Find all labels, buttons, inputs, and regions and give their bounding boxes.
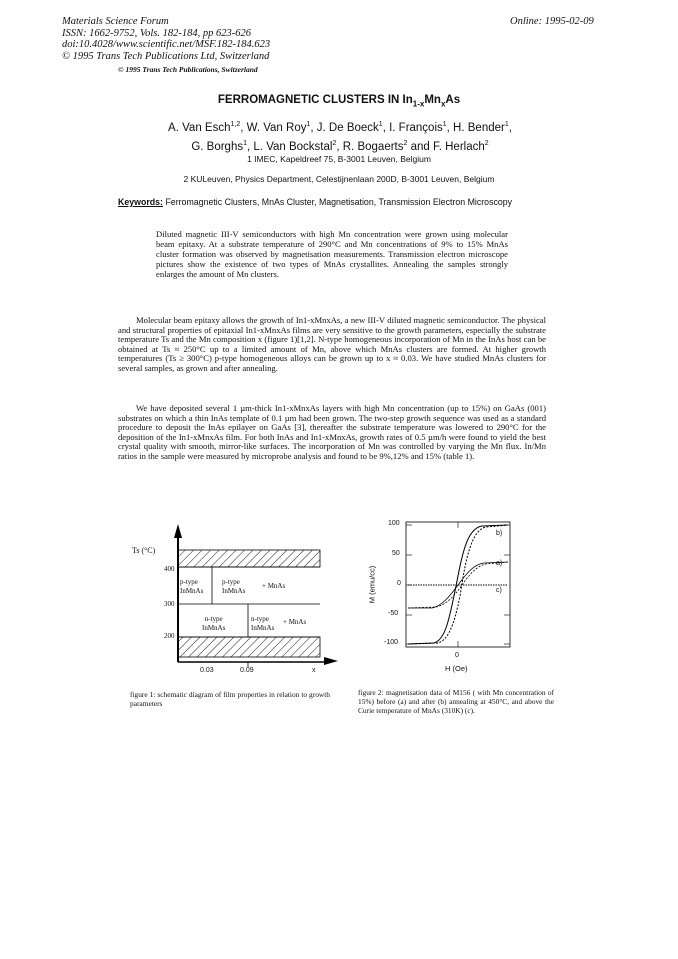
fig1-ylabel: Ts (°C) [132, 546, 156, 555]
fig1-ytick-200: 200 [164, 632, 175, 640]
fig2-xtick-0: 0 [455, 652, 459, 659]
authors: A. Van Esch$^{1,2}$, W. Van Roy$^1$, J. De Boeck$^1$, I. François$^1$, H. Bender$^1$, G. Borghs$^1$, L. Van Bockstal$^2$, R. Bogaerts$^2$ and F. Herlach$^2$ [168, 121, 512, 153]
keywords [118, 197, 558, 208]
fig2-legend-a: a) [496, 560, 503, 567]
fig1-xlabel: x [312, 667, 316, 674]
fig2-legend-c: c) [496, 587, 502, 594]
fig1-region-n-mnas: + MnAs [283, 618, 307, 626]
figure-2-svg [362, 516, 534, 686]
fig2-ytick-neg100: -100 [384, 639, 399, 646]
fig2-ytick-100: 100 [388, 520, 400, 527]
fig1-ytick-300: 300 [164, 600, 175, 608]
keywords-label: Keywords: [118, 197, 163, 207]
figure-1-caption: figure 1: schematic diagram of film properties in relation to growth parameters [130, 690, 330, 708]
fig2-ytick-50: 50 [392, 550, 400, 557]
online-date: Online: 1995-02-09 [510, 16, 594, 27]
body-paragraph-1: Molecular beam epitaxy allows the growth of In1-xMnxAs, a new III-V diluted magnetic semiconductor. The physical and structural properties of epitaxial In1-xMnxAs films are very sensitive to the growth parameters, especially the substrate temperature Ts and the Mn composition x (figure 1)[1,2]. N-type homogeneous incorporation of Mn in the InAs host can be obtained at Ts ≈ 250°C up to a limited amount of Mn, above which MnAs clusters are formed. At higher growth temperatures (Ts ≥ 300°C) p-type homogeneous alloys can be grown up to x ≈ 0.03. We have studied MnAs clusters for several samples, as grown and after annealing. [118, 315, 546, 373]
keywords-text: Ferromagnetic Clusters, MnAs Cluster, Magnetisation, Transmission Electron Microscopy [165, 197, 513, 207]
figure-2-caption: figure 2: magnetisation data of M156 ( with Mn concentration of 15%) before (a) and after (b) annealing at 450°C, and above the Curie temperature of MnAs (310K) (c). [358, 688, 554, 715]
copyright-small: © 1995 Trans Tech Publications, Switzerland [118, 65, 258, 74]
fig1-hatch-bottom [178, 637, 320, 657]
journal-name: Materials Science Forum [62, 16, 169, 27]
copyright-line: © 1995 Trans Tech Publications Ltd, Switzerland [62, 50, 270, 62]
fig2-xlabel: H (Oe) [445, 664, 468, 673]
fig2-ytick-0: 0 [397, 580, 401, 587]
fig1-region-p2: p-type InMnAs [222, 578, 246, 595]
affiliation-2: 2 KULeuven, Physics Department, Celestijnenlaan 200D, B-3001 Leuven, Belgium [183, 174, 495, 184]
fig2-ytick-neg50: -50 [388, 610, 399, 617]
fig1-region-p1: p-type InMnAs [180, 578, 204, 595]
fig1-x-arrow [324, 657, 338, 665]
fig1-xtick-003: 0.03 [200, 667, 214, 674]
fig1-region-n1: n-type InMnAs [202, 615, 226, 632]
fig1-region-p-mnas: + MnAs [262, 582, 286, 590]
fig1-y-arrow [174, 524, 182, 538]
fig1-xtick-009: 0.09 [240, 667, 254, 674]
issn-line: ISSN: 1662-9752, Vols. 182-184, pp 623-626 [62, 27, 251, 39]
affiliation-1: 1 IMEC, Kapeldreef 75, B-3001 Leuven, Belgium [247, 154, 431, 164]
article-title: FERROMAGNETIC CLUSTERS IN $In_{1-x}Mn_xAs$ [217, 94, 461, 109]
doi-line[interactable]: doi:10.4028/www.scientific.net/MSF.182-184.623 [62, 39, 271, 50]
figure-1 [130, 520, 360, 680]
figure-2 [362, 516, 534, 686]
fig1-hatch-top [178, 550, 320, 567]
fig2-legend-b: b) [496, 530, 503, 537]
abstract: Diluted magnetic III-V semiconductors with high Mn concentration were grown using molecular beam epitaxy. At a substrate temperature of 290°C and Mn concentrations of 9% to 15% MnAs cluster formation was observed by magnetisation measurements. Transmission electron microscope pictures show the existence of two types of MnAs crystallites. Annealing the samples strongly enlarges the amount of Mn clusters. [156, 229, 508, 279]
fig1-region-n2: n-type InMnAs [251, 615, 275, 632]
fig2-ylabel: M (emu/cc) [367, 565, 377, 604]
body-paragraph-2: We have deposited several 1 µm-thick In1-xMnxAs layers with high Mn concentration (up to 15%) on GaAs (001) substrates on which a thin InAs template of 0.1 µm had been grown. The two-step growth sequence was used as a standard procedure to deposit the InAs epilayer on GaAs [3], thereafter the substrate temperature was lowered to 290°C for the deposition of the In1-xMnxAs film. For both InAs and In1-xMnxAs, growth rates of 0.5 µm/h were found to yield the best crystal quality with smooth, mirror-like surfaces. The incorporation of Mn was controlled by varying the Mn flux. In/Mn ratios in the sample were measured by microprobe analysis and found to be 9%,12% and 15% (table 1). [118, 403, 546, 461]
fig1-ytick-400: 400 [164, 565, 175, 573]
